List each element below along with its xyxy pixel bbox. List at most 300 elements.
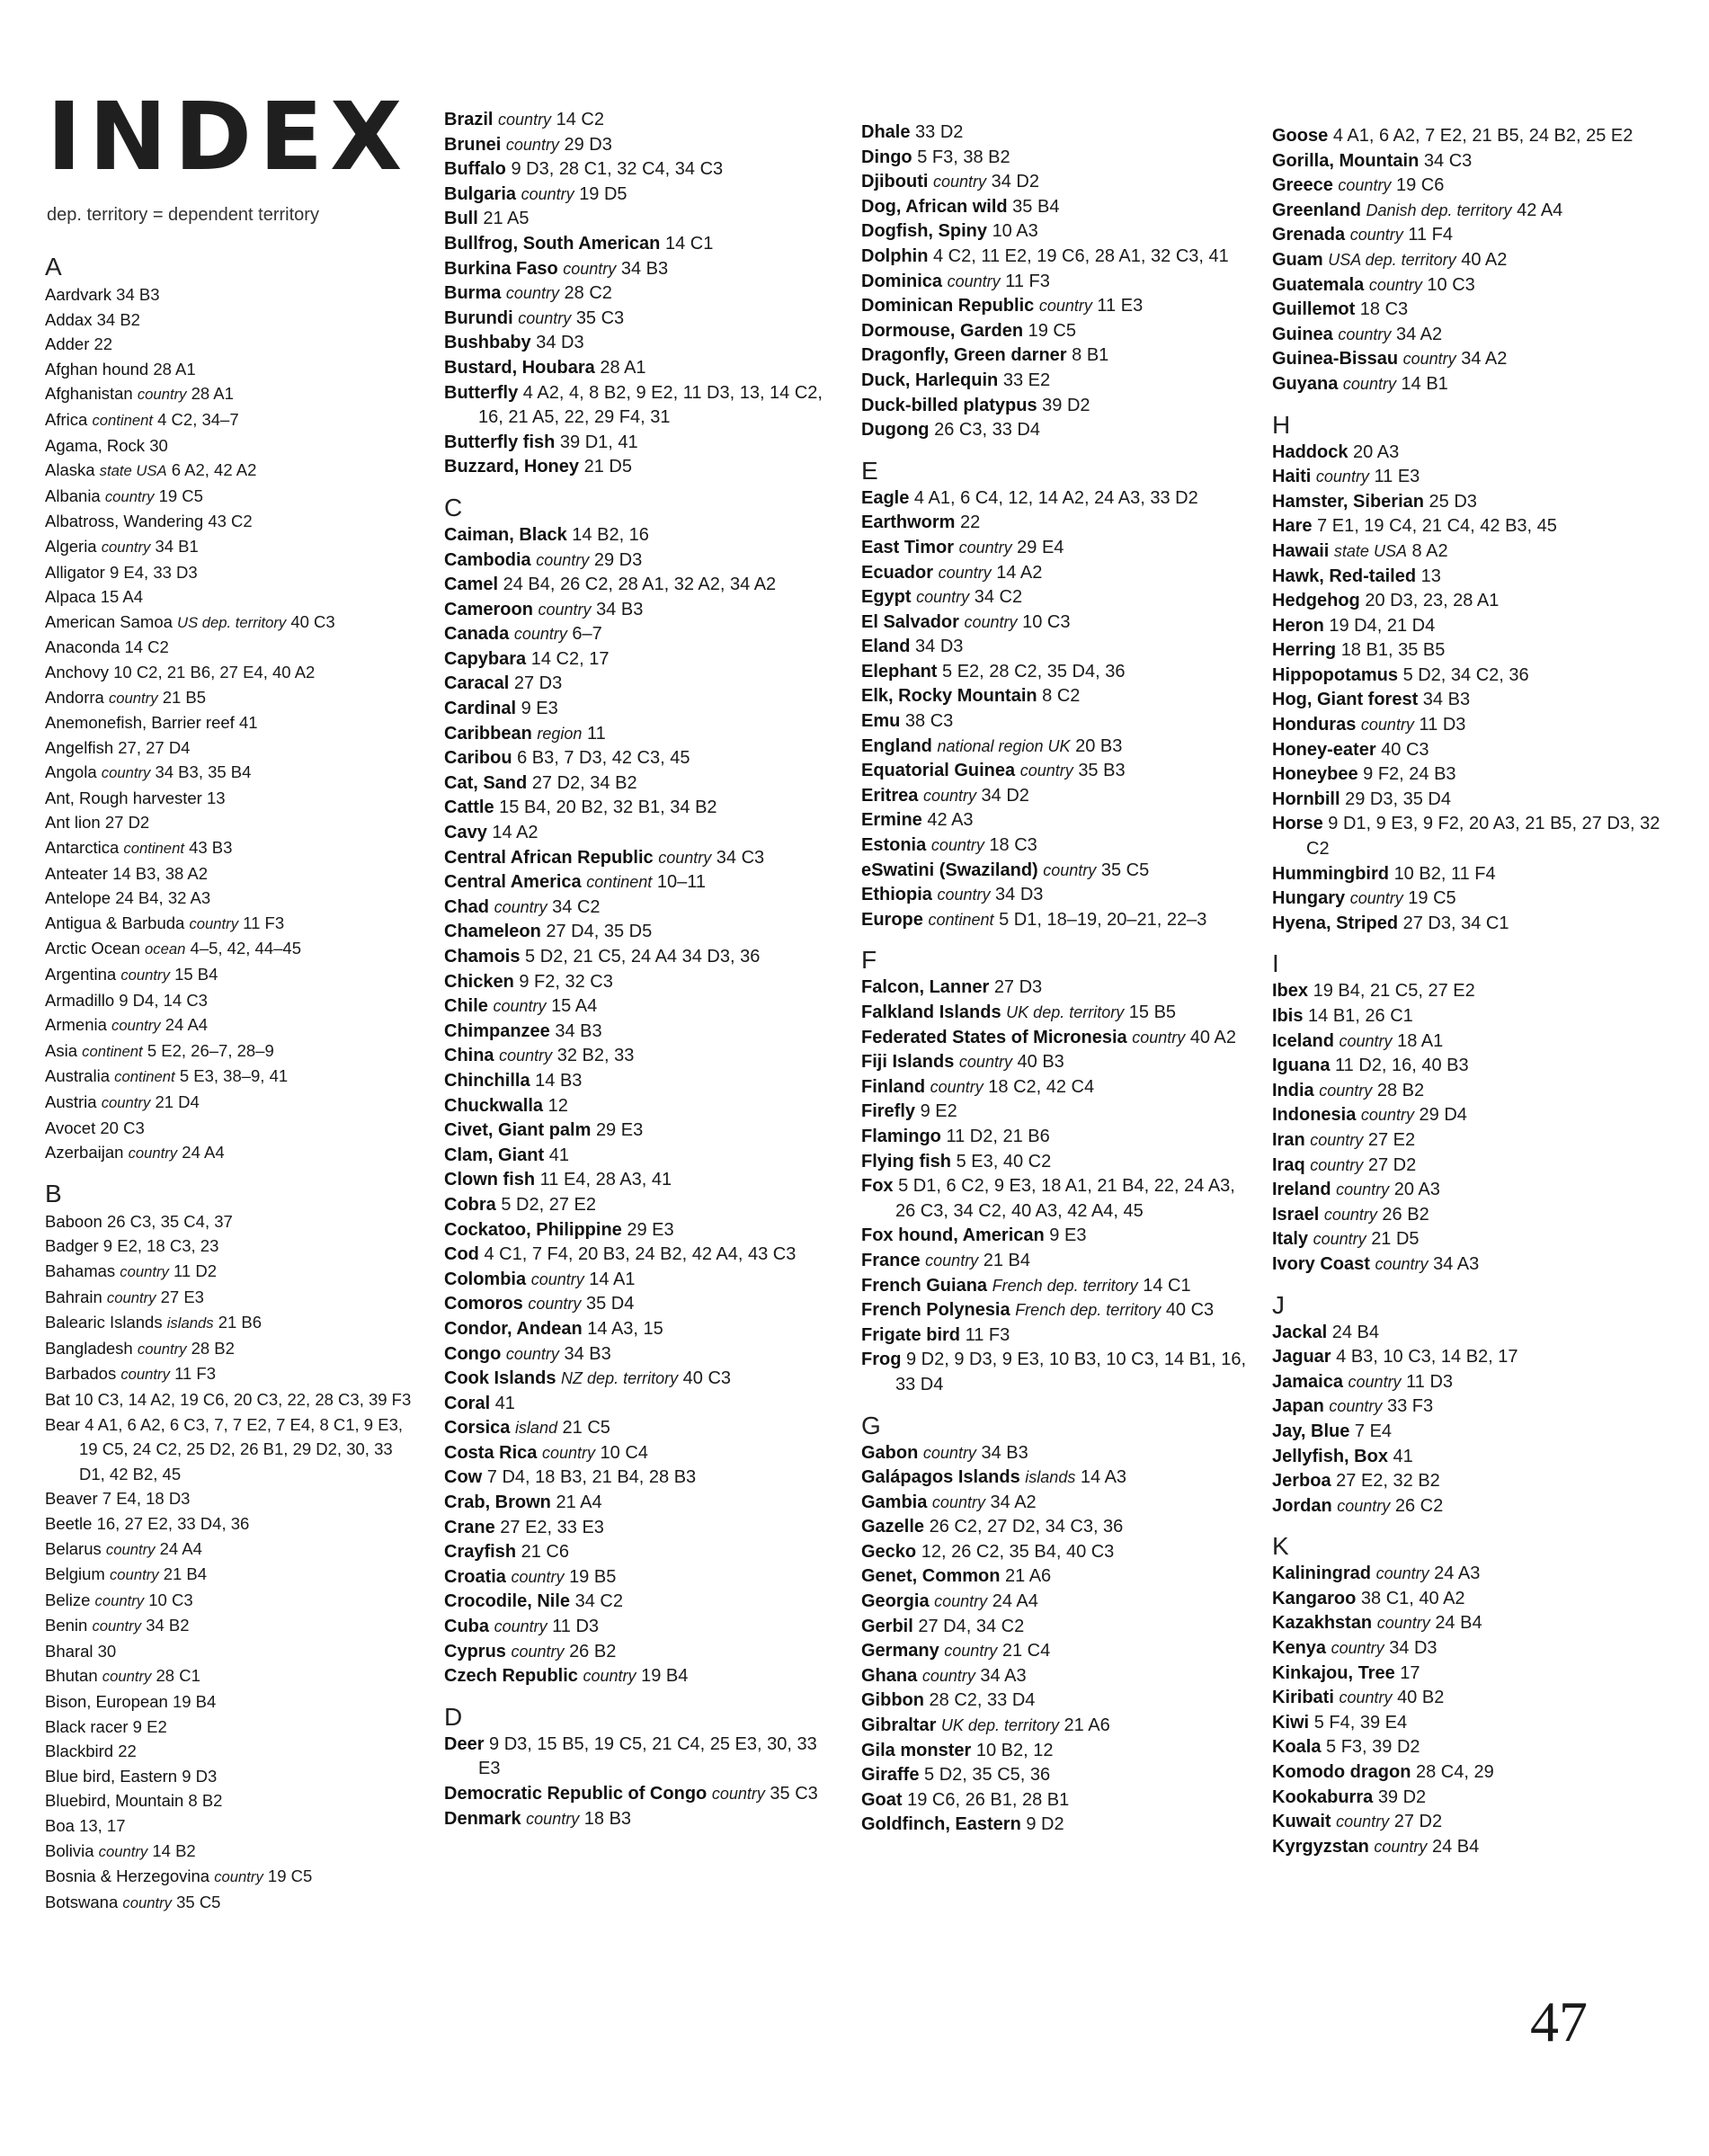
index-entry [861,759,1257,784]
index-column-2 [444,108,840,1831]
index-entry [1272,912,1668,937]
entry-type: country [101,764,151,782]
entry-type: country [1336,1180,1390,1199]
index-entry [1272,614,1668,639]
entry-list [1272,1321,1668,1519]
index-entry [444,1590,840,1615]
entry-refs: 4 A1, 6 C4, 12, 14 A2, 24 A3, 33 D2 [913,487,1198,508]
entry-name: Caribou [444,748,512,769]
entry-refs: 15 B4 [174,965,218,984]
entry-refs: 34 B3 [564,1343,611,1364]
entry-name: Gazelle [861,1517,925,1537]
index-entry [861,1564,1257,1590]
entry-name: Bat [45,1389,70,1409]
entry-refs: 9 E2, 18 C3, 23 [102,1236,219,1256]
index-entry [444,1664,840,1689]
index-entry [861,1274,1257,1299]
entry-name: Dhale [861,122,911,142]
section-letter: K [1272,1532,1289,1561]
index-entry [444,1491,840,1516]
index-entry [1272,1203,1668,1228]
index-entry [444,622,840,647]
entry-refs: 18 C2, 42 C4 [988,1076,1095,1097]
index-entry [861,709,1257,735]
index-entry [861,1615,1257,1640]
entry-name: Armenia [45,1015,107,1035]
entry-refs: 21 A4 [556,1492,602,1513]
entry-refs: 21 D5 [1371,1229,1420,1250]
entry-name: Cattle [444,797,494,818]
entry-name: Ethiopia [861,885,932,905]
entry-refs: 19 C5 [158,486,203,505]
entry-refs: 5 D2, 27 E2 [501,1194,596,1215]
entry-type: country [1338,176,1392,195]
index-entry [444,523,840,548]
entry-refs: 35 B3 [1078,761,1126,781]
entry-refs: 39 D1, 41 [559,432,638,452]
entry-type: country [1336,1813,1390,1831]
index-entry [1272,1394,1668,1420]
entry-name: El Salvador [861,611,959,632]
entry-name: Dragonfly, Green darner [861,345,1067,366]
entry-name: Hornbill [1272,788,1340,809]
entry-type: country [711,1785,765,1803]
index-entry [444,672,840,697]
index-column-3 [861,120,1257,1838]
entry-refs: 34 B3 [596,599,644,619]
entry-refs: 13 [206,788,226,807]
index-entry [861,294,1257,319]
entry-type: country [1360,1106,1414,1125]
entry-refs: 20 C3 [100,1118,145,1137]
index-entry [1272,1252,1668,1278]
index-entry [861,1590,1257,1615]
entry-refs: 35 C3 [770,1784,818,1804]
entry-type: Danish dep. territory [1366,200,1512,219]
entry-type: country [1319,1081,1373,1100]
entry-name: Beetle [45,1513,93,1533]
index-entry [45,1209,423,1234]
entry-list [45,282,423,1166]
index-entry [861,1348,1257,1397]
index-entry [444,970,840,995]
entry-type: national region UK [937,736,1071,755]
entry-refs: 7 E1, 19 C4, 21 C4, 42 B3, 45 [1317,516,1557,537]
entry-name: Fox hound, American [861,1225,1045,1246]
entry-name: Gibbon [861,1690,924,1711]
entry-refs: 27 D2 [1393,1812,1443,1832]
entry-name: Haddock [1272,441,1349,462]
entry-name: Flying fish [861,1151,951,1172]
entry-refs: 14 B1 [1401,373,1448,394]
entry-refs: 29 D3, 35 D4 [1345,788,1451,809]
entry-refs: 11 E3 [1097,296,1144,316]
entry-refs: 11 D2, 21 B6 [946,1126,1050,1146]
index-entry [45,407,423,433]
entry-type: country [511,1642,565,1661]
entry-refs: 35 B4 [1012,196,1060,217]
entry-refs: 21 B6 [218,1313,263,1332]
index-entry [45,760,423,786]
entry-type: country [933,173,987,192]
entry-type: state USA [1333,541,1407,560]
index-entry [1272,1227,1668,1252]
entry-name: Civet, Giant palm [444,1120,592,1141]
index-entry [444,1782,840,1807]
entry-type: country [499,1047,553,1065]
entry-name: Burma [444,283,502,304]
entry-refs: 9 D4, 14 C3 [119,990,208,1010]
entry-refs: 11 F4 [1408,225,1453,245]
entry-type: country [505,1344,559,1363]
entry-refs: 41 [1393,1446,1413,1466]
entry-refs: 27 D3 [513,673,563,694]
index-entry [861,1688,1257,1714]
entry-refs: 39 D2 [1377,1786,1427,1807]
index-entry [444,945,840,970]
index-entry [1272,638,1668,664]
entry-refs: 21 D4 [155,1092,200,1111]
entry-name: Estonia [861,835,927,856]
entry-refs: 22 [118,1742,137,1761]
entry-refs: 27 E2 [1367,1129,1416,1150]
entry-refs: 40 A2 [1461,249,1508,270]
entry-type: country [137,1340,187,1358]
entry-refs: 4 C1, 7 F4, 20 B3, 24 B2, 42 A4, 43 C3 [484,1244,797,1265]
entry-type: country [921,1666,975,1685]
index-entry [861,1026,1257,1051]
index-entry [861,561,1257,586]
entry-name: Cat, Sand [444,772,528,793]
index-entry [45,1739,423,1764]
entry-type: country [934,1592,988,1611]
entry-refs: 24 A4 [182,1143,225,1163]
index-entry [45,1412,423,1487]
entry-name: Dormouse, Garden [861,320,1024,341]
entry-name: Kangaroo [1272,1588,1357,1608]
entry-name: Eritrea [861,785,919,806]
index-section [1272,1531,1668,1859]
index-section [1272,1290,1668,1519]
entry-name: Cardinal [444,699,517,719]
entry-name: Dingo [861,147,912,167]
index-entry [45,1486,423,1511]
entry-type: country [498,111,552,129]
entry-name: Iceland [1272,1030,1334,1051]
index-entry [45,1064,423,1090]
index-entry [1272,1128,1668,1154]
entry-name: Goldfinch, Eastern [861,1814,1021,1835]
entry-name: Frog [861,1350,902,1370]
entry-name: Haiti [1272,467,1312,487]
entry-refs: 19 C5 [267,1866,313,1886]
entry-name: Bull [444,209,478,229]
entry-type: country [937,886,991,904]
entry-refs: 40 C3 [290,611,335,631]
entry-refs: 27 D3 [993,977,1043,998]
entry-type: country [111,1017,161,1035]
entry-name: Kuwait [1272,1812,1331,1832]
entry-type: country [1368,275,1422,294]
index-entry [861,735,1257,760]
entry-refs: 27 D2, 34 B2 [531,772,637,793]
entry-refs: 19 C6 [1396,175,1445,196]
entry-name: Greece [1272,175,1333,196]
entry-type: country [938,563,992,582]
index-entry [444,746,840,771]
entry-type: region [537,724,583,743]
entry-name: Burkina Faso [444,258,558,279]
entry-refs: 22 [960,512,981,533]
entry-name: Greenland [1272,200,1361,220]
entry-name: Koala [1272,1737,1322,1758]
index-entry [45,1663,423,1689]
entry-type: country [1323,1205,1377,1224]
entry-name: Guinea-Bissau [1272,349,1399,370]
entry-name: Crocodile, Nile [444,1591,571,1612]
index-entry [444,232,840,257]
entry-refs: 10 C4 [600,1442,648,1463]
index-entry [861,1298,1257,1323]
entry-refs: 34 B1 [155,536,199,556]
entry-refs: 16, 27 E2, 33 D4, 36 [96,1513,250,1533]
entry-list [1272,441,1668,937]
entry-refs: 40 C3 [1165,1300,1215,1321]
index-entry [45,1116,423,1141]
index-entry [1272,688,1668,713]
entry-refs: 28 B2 [1376,1080,1425,1100]
entry-name: Democratic Republic of Congo [444,1784,708,1804]
entry-name: Belarus [45,1538,102,1558]
entry-name: Buffalo [444,159,506,180]
index-entry [444,796,840,821]
entry-name: Bahamas [45,1261,116,1280]
index-entry [45,534,423,560]
index-entry [45,1588,423,1614]
entry-refs: 24 B4, 32 A3 [115,888,211,908]
entry-name: Jackal [1272,1322,1328,1342]
index-entry [444,1733,840,1782]
entry-refs: 27 E3 [160,1287,204,1306]
index-entry [861,1763,1257,1788]
entry-refs: 21 B5 [162,687,207,707]
entry-type: country [1310,1130,1364,1149]
entry-type: country [120,1262,169,1280]
entry-name: Chuckwalla [444,1095,544,1116]
entry-refs: 14 B3, 38 A2 [112,863,209,883]
entry-refs: 34 C3 [716,847,765,868]
index-entry [1272,539,1668,565]
entry-type: country [101,538,151,556]
entry-refs: 21 C4 [1001,1641,1051,1662]
entry-name: Congo [444,1343,502,1364]
index-entry [444,1317,840,1342]
entry-refs: 24 A4 [165,1015,209,1035]
entry-type: NZ dep. territory [561,1369,679,1388]
entry-refs: 4 A1, 6 A2, 6 C3, 7, 7 E2, 7 E4, 8 C1, 9 E3, 19 C5, 24 C2, 25 D2, 26 B1, 29 D2, 30, 33 D1, 42 B2, 45 [79,1414,404,1483]
entry-refs: 20 D3, 23, 28 A1 [1365,591,1500,611]
index-entry [1272,1370,1668,1395]
entry-type: country [101,1094,151,1111]
index-entry [861,635,1257,660]
entry-type: country [511,1567,565,1586]
entry-refs: 14 C1 [1143,1275,1191,1296]
entry-type: islands [166,1314,214,1332]
index-entry [1272,1079,1668,1104]
index-entry [1272,1735,1668,1760]
entry-list [1272,124,1668,397]
index-entry [861,369,1257,394]
entry-name: Gerbil [861,1616,913,1636]
entry-name: Capybara [444,648,527,669]
entry-refs: 11 D3 [1406,1371,1454,1392]
entry-name: Frigate bird [861,1324,961,1345]
index-entry [444,1807,840,1832]
entry-refs: 10 B2, 12 [975,1740,1054,1760]
entry-name: Indonesia [1272,1105,1357,1126]
entry-type: country [1375,1254,1429,1273]
entry-name: East Timor [861,537,954,557]
index-entry [861,120,1257,146]
index-entry [1272,1445,1668,1470]
entry-refs: 6–7 [572,624,602,645]
index-entry [861,1001,1257,1026]
section-letter: B [45,1179,62,1207]
entry-name: Komodo dragon [1272,1762,1411,1783]
index-entry [861,195,1257,220]
entry-refs: 9 E3 [521,699,558,719]
entry-type: country [658,848,712,867]
entry-type: country [505,135,559,154]
entry-name: Ant, Rough harvester [45,788,202,807]
entry-name: Hummingbird [1272,863,1389,884]
entry-name: Balearic Islands [45,1313,163,1332]
entry-refs: 9 E2 [132,1716,167,1736]
entry-type: country [1349,226,1403,245]
entry-name: Ireland [1272,1180,1331,1200]
entry-refs: 28 C1 [156,1666,200,1686]
entry-name: Kaliningrad [1272,1564,1372,1584]
entry-name: Chinchilla [444,1070,530,1091]
index-entry [45,786,423,811]
index-entry [861,883,1257,908]
entry-refs: 27 E2, 32 B2 [1336,1471,1440,1492]
entry-refs: 41 [494,1393,515,1413]
entry-refs: 20 A3 [1393,1180,1440,1200]
index-entry [444,1168,840,1193]
index-entry [45,1613,423,1639]
index-entry [1272,490,1668,515]
index-entry [444,1392,840,1417]
entry-refs: 14 B1, 26 C1 [1308,1006,1413,1026]
entry-name: Crayfish [444,1542,517,1563]
entry-refs: 5 D1, 6 C2, 9 E3, 18 A1, 21 B4, 22, 24 A3, 26 C3, 34 C2, 40 A3, 42 A4, 45 [895,1176,1235,1221]
entry-refs: 40 B2 [1397,1688,1445,1708]
entry-refs: 4 A1, 6 A2, 7 E2, 21 B5, 24 B2, 25 E2 [1332,126,1633,146]
entry-name: Bulgaria [444,183,517,204]
index-entry [861,1323,1257,1349]
entry-name: Ghana [861,1665,918,1686]
entry-refs: 19 C5 [1408,888,1456,909]
entry-refs: 29 E3 [627,1219,674,1240]
index-entry [861,833,1257,859]
entry-refs: 29 D4 [1419,1105,1467,1126]
index-entry [861,1788,1257,1813]
index-entry [444,133,840,158]
entry-type: country [102,1668,152,1686]
entry-name: Heron [1272,615,1324,636]
entry-refs: 14 A3, 15 [587,1318,663,1339]
entry-name: Corsica [444,1418,511,1439]
entry-name: Andorra [45,687,104,707]
entry-refs: 33 E2 [1002,370,1051,390]
entry-type: country [108,689,158,707]
index-entry [1272,1321,1668,1346]
entry-refs: 26 B2 [1382,1204,1429,1225]
entry-refs: 34 A2 [1461,349,1508,370]
entry-name: Kenya [1272,1638,1327,1659]
entry-list [861,120,1257,443]
section-letter: F [861,946,877,975]
index-entry [444,1292,840,1317]
entry-refs: 26 C3, 33 D4 [934,420,1040,441]
entry-name: Gila monster [861,1740,972,1760]
entry-name: Ant lion [45,813,101,833]
entry-refs: 10 C3 [148,1590,193,1609]
entry-refs: 34 C2 [574,1591,623,1612]
entry-name: Caribbean [444,723,532,744]
index-entry [444,207,840,232]
entry-type: country [1360,716,1414,735]
entry-name: Italy [1272,1229,1309,1250]
entry-list [861,486,1257,933]
entry-name: Ivory Coast [1272,1253,1370,1274]
entry-type: country [1342,374,1396,393]
entry-name: Baboon [45,1211,102,1231]
index-entry [1272,565,1668,590]
index-entry [1272,1587,1668,1612]
index-entry [444,331,840,356]
entry-refs: 4 B3, 10 C3, 14 B2, 17 [1336,1347,1518,1368]
index-entry [444,1118,840,1144]
entry-refs: 43 C2 [208,512,253,531]
entry-refs: 5 E2, 26–7, 28–9 [147,1040,274,1060]
entry-name: French Guiana [861,1275,988,1296]
section-letter: A [45,253,62,281]
entry-refs: 5 F4, 39 E4 [1313,1712,1408,1733]
index-entry [1272,1662,1668,1687]
index-entry [861,219,1257,245]
entry-refs: 20 A3 [1353,441,1400,462]
entry-refs: 34 B2 [146,1616,190,1635]
index-entry [45,381,423,407]
entry-name: Australia [45,1066,110,1086]
entry-refs: 27 D2 [1367,1154,1417,1175]
entry-name: Guillemot [1272,299,1356,320]
abbreviation-legend: dep. territory = dependent territory [47,205,319,225]
entry-refs: 34 D3 [1389,1638,1438,1659]
entry-refs: 21 A6 [1005,1566,1052,1587]
entry-type: country [92,1617,142,1635]
entry-name: Canada [444,624,510,645]
entry-type: country [922,786,976,805]
entry-name: Guyana [1272,373,1339,394]
entry-refs: 5 D2, 35 C5, 36 [924,1765,1051,1786]
entry-name: Chicken [444,971,514,992]
entry-refs: 14 C1 [664,233,714,254]
index-entry [444,455,840,480]
index-entry [861,610,1257,636]
